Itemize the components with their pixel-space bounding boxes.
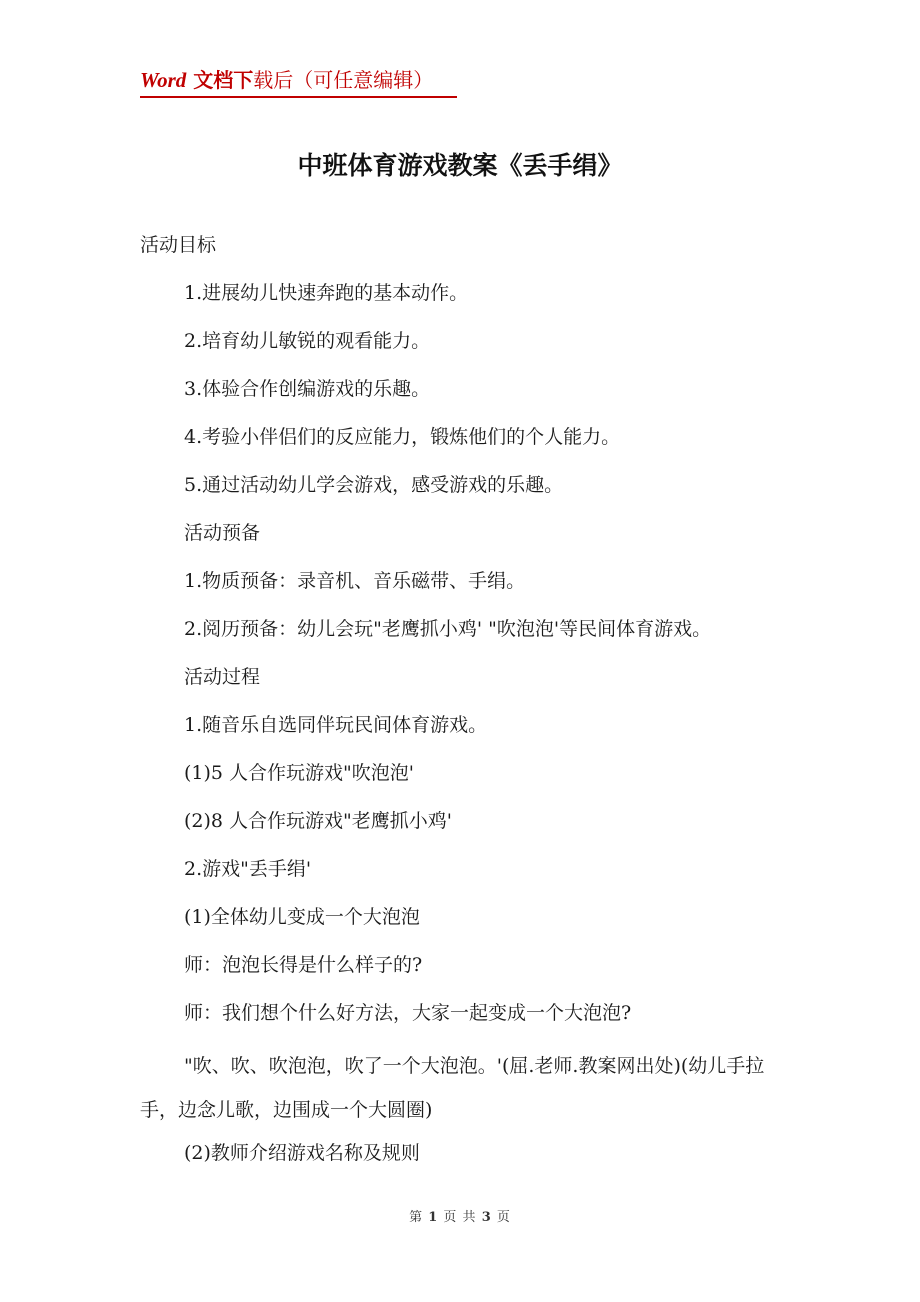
body-line: 师：我们想个什么好方法，大家一起变成一个大泡泡? xyxy=(184,1002,632,1024)
download-note xyxy=(140,66,457,98)
body-line: (2)教师介绍游戏名称及规则 xyxy=(184,1142,420,1164)
body-line: (1)5 人合作玩游戏"吹泡泡' xyxy=(184,762,415,784)
body-line: 3.体验合作创编游戏的乐趣。 xyxy=(184,378,431,400)
body-line: 师：泡泡长得是什么样子的? xyxy=(184,954,423,976)
body-line: 2.阅历预备：幼儿会玩"老鹰抓小鸡' "吹泡泡'等民间体育游戏。 xyxy=(184,618,712,640)
body-line: 1.随音乐自选同伴玩民间体育游戏。 xyxy=(184,714,488,736)
body-line: 5.通过活动幼儿学会游戏，感受游戏的乐趣。 xyxy=(184,474,564,496)
download-note-part1: 文档下 xyxy=(186,68,254,92)
footer-middle: 页 共 xyxy=(443,1210,477,1225)
body-line: 4.考验小伴侣们的反应能力，锻炼他们的个人能力。 xyxy=(184,426,621,448)
download-note-word: Word xyxy=(140,68,187,92)
subheading: 活动预备 xyxy=(184,522,261,544)
body-paragraph: "吹、吹、吹泡泡，吹了一个大泡泡。'(屈.老师.教案网出处)(幼儿手拉手，边念儿歌，边围成一个大圆圈) xyxy=(140,1055,765,1121)
body-line: (1)全体幼儿变成一个大泡泡 xyxy=(184,906,420,928)
footer-prefix: 第 xyxy=(409,1210,424,1225)
body-line: 2.培育幼儿敏锐的观看能力。 xyxy=(184,330,431,352)
footer-suffix: 页 xyxy=(496,1210,511,1225)
footer-total-pages: 3 xyxy=(481,1210,492,1225)
document-title: 中班体育游戏教案《丢手绢》 xyxy=(297,151,623,180)
body-line: 1.进展幼儿快速奔跑的基本动作。 xyxy=(184,282,469,304)
body-line: 1.物质预备：录音机、音乐磁带、手绢。 xyxy=(184,570,526,592)
subheading: 活动过程 xyxy=(184,666,261,688)
section-heading: 活动目标 xyxy=(140,234,217,256)
body-line: 2.游戏"丢手绢' xyxy=(184,858,312,880)
download-note-part3: 编辑） xyxy=(373,68,434,92)
download-note-part2: 载后（可任意 xyxy=(253,68,374,92)
footer-page-number: 1 xyxy=(428,1210,439,1225)
body-line: (2)8 人合作玩游戏"老鹰抓小鸡' xyxy=(184,810,453,832)
document-body xyxy=(140,228,780,1184)
page-footer xyxy=(0,1206,920,1225)
